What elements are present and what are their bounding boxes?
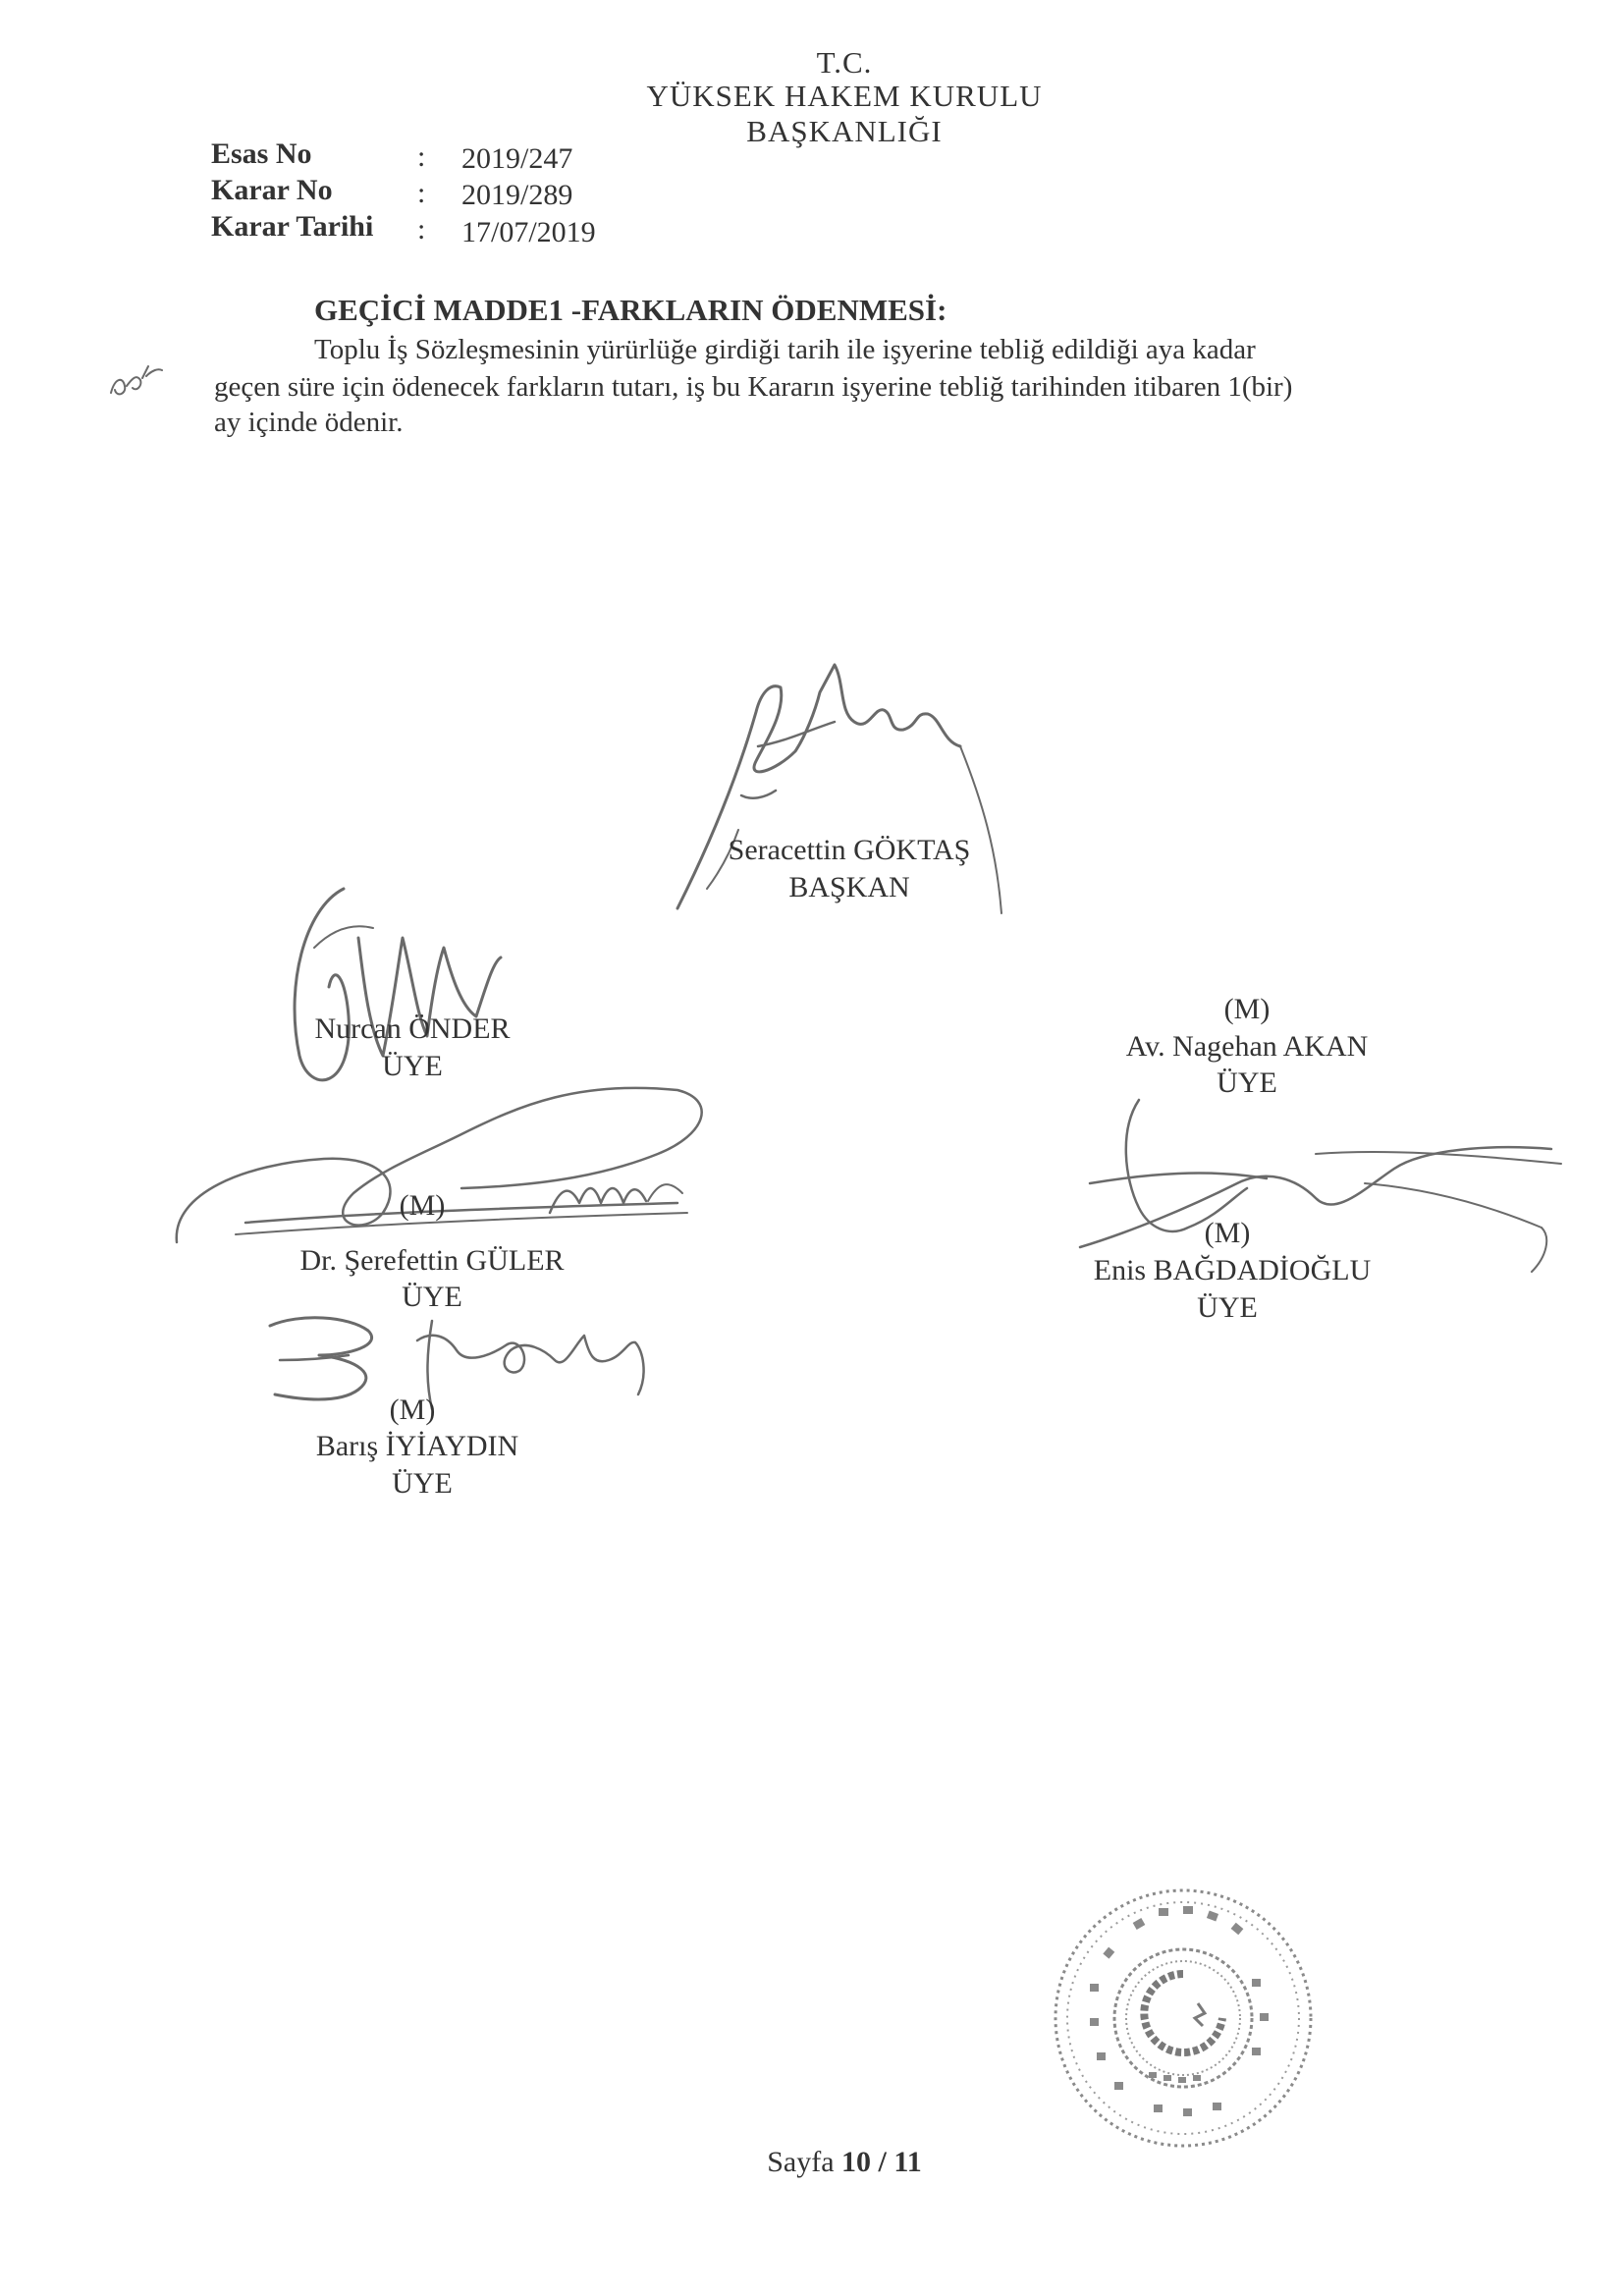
member3-name: Dr. Şerefettin GÜLER	[299, 1244, 565, 1277]
article-line-2: geçen süre için ödenecek farkların tutarı, iş bu Kararın işyerine tebliğ tarihinden itibaren 1(bir)	[214, 371, 1293, 403]
meta-karar-value: 2019/289	[461, 179, 573, 211]
meta-esas-value: 2019/247	[461, 142, 573, 175]
page-current: 10	[841, 2146, 872, 2178]
member4-name: Enis BAĞDADİOĞLU	[1093, 1254, 1372, 1286]
meta-colon: :	[417, 213, 426, 246]
official-seal-icon	[1036, 1871, 1330, 2165]
member5-mark: (M)	[389, 1394, 436, 1426]
member4-role: ÜYE	[1197, 1291, 1258, 1324]
member2-mark: (M)	[1223, 993, 1271, 1025]
article-title: GEÇİCİ MADDE1 -FARKLARIN ÖDENMESİ:	[314, 293, 947, 327]
meta-date-value: 17/07/2019	[461, 216, 596, 248]
member5-name: Barış İYİAYDIN	[315, 1430, 519, 1462]
page-prefix: Sayfa	[767, 2146, 835, 2178]
article-line-1: Toplu İş Sözleşmesinin yürürlüğe girdiği tarih ile işyerine tebliğ edildiği aya kadar	[314, 334, 1256, 365]
president-name: Seracettin GÖKTAŞ	[728, 834, 971, 866]
member4-mark: (M)	[1204, 1217, 1251, 1249]
member1-name: Nurcan ÖNDER	[314, 1012, 511, 1045]
member5-role: ÜYE	[392, 1467, 453, 1500]
member2-name: Av. Nagehan AKAN	[1125, 1030, 1369, 1063]
page-footer	[0, 2146, 1623, 2179]
header-institution: YÜKSEK HAKEM KURULU	[646, 79, 1043, 113]
page-total: 11	[893, 2146, 922, 2178]
meta-date-label: Karar Tarihi	[211, 210, 374, 243]
meta-colon: :	[417, 177, 426, 209]
member3-mark: (M)	[399, 1189, 446, 1222]
member3-role: ÜYE	[402, 1281, 462, 1313]
member2-role: ÜYE	[1217, 1066, 1277, 1099]
page-separator: /	[878, 2146, 887, 2178]
header-tc: T.C.	[816, 45, 873, 80]
meta-esas-label: Esas No	[211, 137, 312, 170]
margin-initial-signature	[103, 349, 172, 408]
member3-signature	[167, 1075, 756, 1272]
meta-colon: :	[417, 140, 426, 173]
meta-karar-label: Karar No	[211, 174, 333, 206]
article-line-3: ay içinde ödenir.	[214, 407, 404, 438]
member1-role: ÜYE	[382, 1050, 443, 1082]
president-role: BAŞKAN	[788, 871, 910, 903]
header-presidency: BAŞKANLIĞI	[746, 114, 943, 148]
